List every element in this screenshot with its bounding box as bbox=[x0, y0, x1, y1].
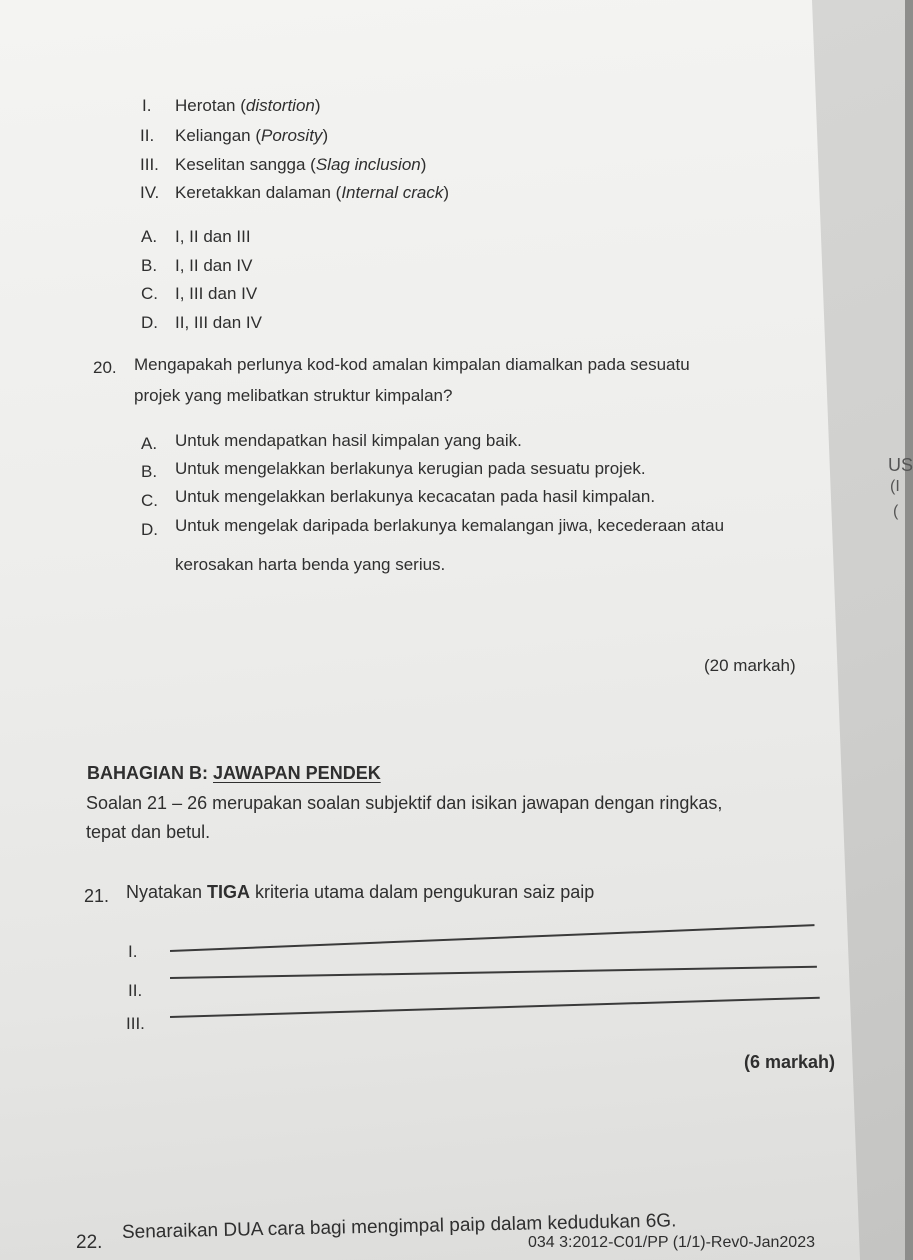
answer-label: II. bbox=[128, 981, 143, 1000]
option-letter: A. bbox=[141, 434, 158, 453]
option-text: Untuk mendapatkan hasil kimpalan yang baik. bbox=[175, 431, 522, 450]
option-text: I, II dan III bbox=[175, 227, 251, 246]
option-text: Untuk mengelak daripada berlakunya kemalangan jiwa, kecederaan atau bbox=[175, 516, 725, 535]
option-text: I, II dan IV bbox=[175, 256, 253, 275]
edge-text-fragment: ( bbox=[893, 503, 899, 520]
question-number: 21. bbox=[84, 886, 110, 906]
marks-section-a: (20 markah) bbox=[704, 656, 796, 675]
option-letter: D. bbox=[141, 313, 158, 332]
instructions-line: tepat dan betul. bbox=[86, 822, 211, 842]
question-number: 20. bbox=[93, 358, 117, 377]
option-letter: C. bbox=[141, 284, 158, 303]
option-text: I, III dan IV bbox=[175, 284, 258, 303]
statement-text: Keretakkan dalaman (Internal crack) bbox=[175, 183, 450, 202]
question-text: Senaraikan DUA cara bagi mengimpal paip dalam kedudukan 6G. bbox=[121, 1210, 677, 1243]
statement-num: II. bbox=[140, 126, 155, 145]
edge-text-fragment: (I bbox=[890, 478, 900, 495]
statement-text: Herotan (distortion) bbox=[175, 96, 321, 115]
question-text: Mengapakah perlunya kod-kod amalan kimpalan diamalkan pada sesuatu bbox=[134, 355, 690, 374]
option-text: II, III dan IV bbox=[175, 313, 262, 332]
marks-question-21: (6 markah) bbox=[744, 1052, 836, 1072]
statement-num: I. bbox=[142, 96, 152, 115]
statement-text: Keselitan sangga (Slag inclusion) bbox=[175, 155, 427, 174]
edge-text-fragment: US bbox=[888, 455, 913, 475]
instructions-line: Soalan 21 – 26 merupakan soalan subjektif dan isikan jawapan dengan ringkas, bbox=[86, 793, 723, 813]
option-text-continued: kerosakan harta benda yang serius. bbox=[175, 555, 446, 574]
statement-num: IV. bbox=[140, 183, 160, 202]
option-text: Untuk mengelakkan berlakunya kecacatan pada hasil kimpalan. bbox=[175, 487, 656, 506]
question-text: Nyatakan TIGA kriteria utama dalam pengukuran saiz paip bbox=[126, 882, 595, 902]
document-code-footer: 034 3:2012-C01/PP (1/1)-Rev0-Jan2023 bbox=[528, 1234, 815, 1251]
answer-label: I. bbox=[128, 942, 138, 961]
option-letter: A. bbox=[141, 227, 158, 246]
statement-text: Keliangan (Porosity) bbox=[175, 126, 329, 145]
option-letter: B. bbox=[141, 462, 158, 481]
option-letter: D. bbox=[141, 520, 158, 539]
statement-num: III. bbox=[140, 155, 159, 174]
option-letter: C. bbox=[141, 491, 158, 510]
option-text: Untuk mengelakkan berlakunya kerugian pada sesuatu projek. bbox=[175, 459, 646, 478]
option-letter: B. bbox=[141, 256, 158, 275]
answer-label: III. bbox=[126, 1014, 145, 1033]
question-number: 22. bbox=[76, 1232, 103, 1253]
question-text: projek yang melibatkan struktur kimpalan? bbox=[134, 386, 453, 405]
section-b-heading: BAHAGIAN B: JAWAPAN PENDEK bbox=[87, 763, 381, 783]
